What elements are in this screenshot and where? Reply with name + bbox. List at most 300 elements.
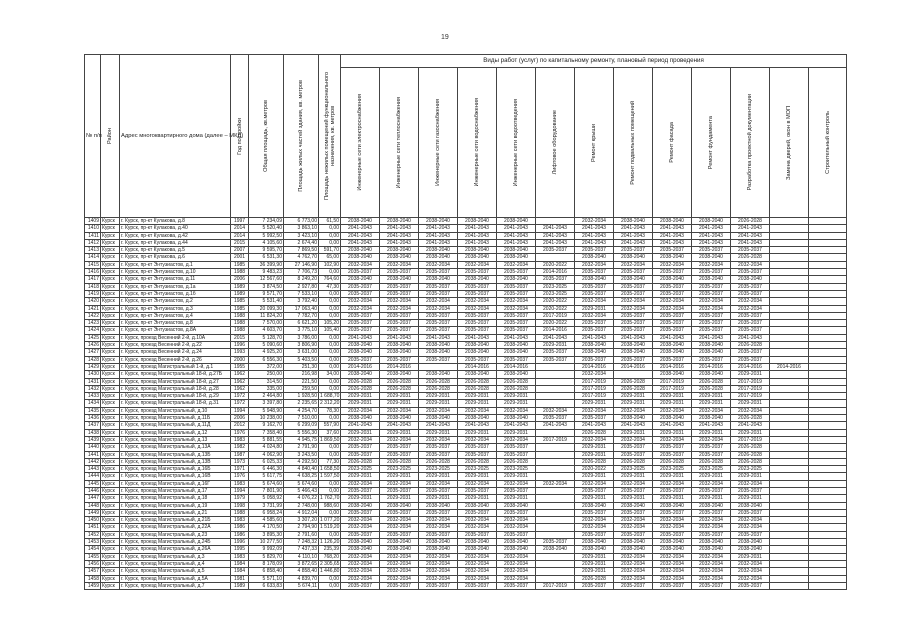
cell-living-area: 4 638,25 [284, 473, 319, 480]
cell-work-period [770, 393, 809, 400]
cell-work-period: 2032-2034 [653, 305, 692, 312]
cell-year: 1996 [231, 539, 249, 546]
cell-district: Курск [101, 400, 120, 407]
cell-work-period: 2038-2040 [341, 276, 380, 283]
cell-work-period: 2032-2034 [575, 480, 614, 487]
cell-year: 1988 [231, 320, 249, 327]
cell-living-area: 3 423,10 [284, 232, 319, 239]
cell-work-period: 2026-2028 [731, 444, 770, 451]
cell-living-area: 4 912,04 [284, 509, 319, 516]
cell-work-period: 2035-2037 [536, 247, 575, 254]
cell-work-period: 2035-2037 [575, 283, 614, 290]
cell-work-period: 2017-2019 [731, 436, 770, 443]
cell-work-period: 2041-2043 [653, 334, 692, 341]
cell-work-period [809, 582, 847, 589]
cell-work-period [770, 312, 809, 319]
cell-year: 1998 [231, 502, 249, 509]
cell-year: 1988 [231, 509, 249, 516]
cell-work-period: 2038-2040 [458, 502, 497, 509]
cell-living-area: 7 510,00 [284, 415, 319, 422]
cell-work-period [536, 371, 575, 378]
cell-address: г. Курск, проезд Магистральный, д.13 [120, 436, 231, 443]
cell-work-period: 2029-2031 [458, 393, 497, 400]
cell-work-period: 2041-2043 [575, 225, 614, 232]
cell-work-period: 2032-2034 [341, 517, 380, 524]
cell-work-period: 2029-2031 [731, 429, 770, 436]
header-work-5: Лифтовое оборудование [536, 68, 575, 218]
cell-work-period: 2032-2034 [497, 407, 536, 414]
cell-work-period [809, 495, 847, 502]
cell-work-period: 2026-2028 [614, 458, 653, 465]
cell-work-period [536, 473, 575, 480]
cell-total-area: 4 603,70 [249, 327, 284, 334]
cell-work-period: 2014-2016 [614, 363, 653, 370]
cell-total-area: 7 570,00 [249, 320, 284, 327]
cell-total-area: 8 178,09 [249, 560, 284, 567]
cell-work-period: 2041-2043 [341, 225, 380, 232]
cell-work-period: 2032-2034 [380, 517, 419, 524]
cell-num: 1435 [85, 407, 101, 414]
cell-work-period: 2032-2034 [419, 480, 458, 487]
cell-work-period: 2032-2034 [380, 568, 419, 575]
cell-work-period: 2032-2034 [419, 553, 458, 560]
cell-work-period: 2035-2037 [419, 487, 458, 494]
cell-district: Курск [101, 502, 120, 509]
cell-living-area: 3 631,00 [284, 349, 319, 356]
cell-work-period: 2026-2028 [731, 415, 770, 422]
cell-work-period: 2035-2037 [731, 509, 770, 516]
cell-work-period [809, 327, 847, 334]
table-row [85, 393, 847, 400]
cell-district: Курск [101, 480, 120, 487]
cell-num: 1459 [85, 582, 101, 589]
cell-work-period: 2032-2034 [497, 560, 536, 567]
cell-work-period [809, 560, 847, 567]
cell-work-period: 2038-2040 [692, 415, 731, 422]
cell-work-period [809, 451, 847, 458]
cell-work-period: 2032-2034 [575, 436, 614, 443]
cell-total-area: 6 858,40 [249, 568, 284, 575]
table-body [85, 218, 847, 590]
cell-work-period: 2035-2037 [731, 327, 770, 334]
cell-work-period [809, 225, 847, 232]
cell-work-period [770, 575, 809, 582]
cell-work-period [809, 473, 847, 480]
cell-work-period: 2041-2043 [419, 232, 458, 239]
table-row [85, 568, 847, 575]
cell-district: Курск [101, 276, 120, 283]
cell-work-period: 2038-2040 [380, 276, 419, 283]
cell-work-period: 2032-2034 [614, 560, 653, 567]
cell-work-period: 2041-2043 [692, 232, 731, 239]
table-row [85, 524, 847, 531]
cell-total-area: 6 025,33 [249, 458, 284, 465]
cell-work-period: 2038-2040 [380, 371, 419, 378]
cell-work-period: 2038-2040 [341, 218, 380, 225]
cell-work-period: 2038-2040 [614, 218, 653, 225]
cell-num: 1413 [85, 247, 101, 254]
cell-work-period: 2026-2028 [419, 378, 458, 385]
cell-work-period: 2017-2019 [731, 378, 770, 385]
cell-work-period: 2038-2040 [458, 415, 497, 422]
cell-work-period: 2029-2031 [497, 429, 536, 436]
cell-work-period: 2035-2037 [692, 327, 731, 334]
cell-work-period [770, 444, 809, 451]
header-work-7: Ремонт подвальных помещений [614, 68, 653, 218]
cell-address: г. Курск, пр-кт Кулакова, д.44 [120, 239, 231, 246]
cell-work-period [770, 356, 809, 363]
cell-living-area: 5 403,50 [284, 356, 319, 363]
cell-district: Курск [101, 429, 120, 436]
cell-work-period: 2032-2034 [497, 480, 536, 487]
cell-work-period: 2038-2040 [692, 546, 731, 553]
cell-work-period: 2029-2031 [614, 393, 653, 400]
cell-work-period [536, 575, 575, 582]
cell-work-period: 2035-2037 [731, 269, 770, 276]
cell-district: Курск [101, 305, 120, 312]
cell-work-period [770, 239, 809, 246]
cell-work-period [770, 232, 809, 239]
cell-work-period: 2026-2028 [692, 458, 731, 465]
cell-work-period: 2032-2034 [575, 407, 614, 414]
cell-work-period: 2026-2028 [458, 385, 497, 392]
cell-work-period [770, 502, 809, 509]
cell-work-period: 2035-2037 [380, 290, 419, 297]
cell-year: 1988 [231, 312, 249, 319]
cell-work-period: 2035-2037 [692, 509, 731, 516]
cell-total-area: 20 099,30 [249, 305, 284, 312]
cell-work-period: 2029-2031 [692, 400, 731, 407]
cell-work-period: 2035-2037 [653, 327, 692, 334]
cell-living-area: 7 869,50 [284, 247, 319, 254]
cell-work-period: 2038-2040 [419, 539, 458, 546]
cell-work-period [614, 371, 653, 378]
cell-work-period: 2032-2034 [692, 553, 731, 560]
cell-num: 1418 [85, 283, 101, 290]
cell-living-area: 3 872,65 [284, 560, 319, 567]
cell-work-period: 2032-2034 [536, 407, 575, 414]
cell-work-period: 2038-2040 [458, 539, 497, 546]
table-row [85, 218, 847, 225]
cell-work-period: 2041-2043 [614, 232, 653, 239]
cell-work-period: 2029-2031 [380, 429, 419, 436]
cell-work-period: 2035-2037 [731, 487, 770, 494]
cell-work-period [809, 385, 847, 392]
cell-work-period: 2035-2037 [614, 509, 653, 516]
cell-work-period: 2038-2040 [575, 342, 614, 349]
cell-work-period: 2032-2034 [575, 524, 614, 531]
cell-work-period [536, 400, 575, 407]
cell-num: 1455 [85, 553, 101, 560]
cell-work-period: 2035-2037 [497, 290, 536, 297]
header-living-area: Площадь жилых частей здания, кв. метров [284, 55, 319, 218]
cell-address: г. Курск, пр-кт Энтузиастов, д.2 [120, 298, 231, 305]
cell-work-period: 2035-2037 [536, 276, 575, 283]
cell-work-period: 2035-2037 [653, 290, 692, 297]
cell-work-period: 2038-2040 [419, 276, 458, 283]
cell-work-period: 2035-2037 [692, 283, 731, 290]
cell-living-area: 4 762,70 [284, 254, 319, 261]
cell-work-period: 2032-2034 [497, 298, 536, 305]
cell-other-area: 0,00 [319, 378, 341, 385]
cell-work-period: 2035-2037 [653, 444, 692, 451]
cell-district: Курск [101, 546, 120, 553]
cell-address: г. Курск, проезд Весенний 2-й, д.22 [120, 342, 231, 349]
cell-living-area: 5 674,11 [284, 582, 319, 589]
cell-work-period: 2026-2028 [458, 458, 497, 465]
cell-work-period: 2032-2034 [419, 407, 458, 414]
cell-num: 1448 [85, 502, 101, 509]
cell-work-period: 2035-2037 [731, 247, 770, 254]
cell-work-period: 2035-2037 [419, 509, 458, 516]
header-work-1: Инженерные сети теплоснабжения [380, 68, 419, 218]
cell-num: 1410 [85, 225, 101, 232]
cell-work-period: 2041-2043 [653, 225, 692, 232]
cell-work-period: 2041-2043 [536, 232, 575, 239]
cell-work-period: 2035-2037 [653, 509, 692, 516]
cell-work-period: 2038-2040 [692, 342, 731, 349]
cell-district: Курск [101, 385, 120, 392]
cell-work-period: 2035-2037 [341, 283, 380, 290]
cell-work-period: 2029-2031 [731, 400, 770, 407]
cell-work-period: 2032-2034 [419, 560, 458, 567]
cell-work-period [536, 568, 575, 575]
header-address: Адрес многоквартирного дома (далее – МКД) [120, 55, 231, 218]
cell-total-area: 5 617,75 [249, 473, 284, 480]
cell-work-period [536, 393, 575, 400]
cell-other-area: 0,00 [319, 531, 341, 538]
cell-work-period: 2041-2043 [692, 334, 731, 341]
cell-address: г. Курск, пр-кт Энтузиастов, д.8А [120, 327, 231, 334]
cell-work-period: 2035-2037 [614, 451, 653, 458]
cell-other-area: 988,60 [319, 502, 341, 509]
cell-work-period: 2035-2037 [380, 312, 419, 319]
cell-work-period [809, 320, 847, 327]
cell-work-period: 2032-2034 [653, 517, 692, 524]
cell-work-period: 2032-2034 [497, 261, 536, 268]
cell-address: г. Курск, пр-кт Энтузиастов, д.1а [120, 283, 231, 290]
cell-work-period: 2038-2040 [653, 546, 692, 553]
cell-work-period: 2029-2031 [692, 429, 731, 436]
cell-work-period: 2038-2040 [497, 218, 536, 225]
cell-work-period: 2032-2034 [692, 524, 731, 531]
cell-work-period: 2038-2040 [380, 349, 419, 356]
cell-num: 1457 [85, 568, 101, 575]
cell-work-period: 2032-2034 [380, 524, 419, 531]
cell-work-period: 2038-2040 [731, 502, 770, 509]
cell-address: г. Курск, проезд Магистральный, д.12 [120, 429, 231, 436]
cell-work-period: 2029-2031 [341, 429, 380, 436]
cell-total-area: 3 895,30 [249, 531, 284, 538]
table-row [85, 560, 847, 567]
cell-work-period: 2035-2037 [458, 327, 497, 334]
cell-work-period: 2035-2037 [692, 312, 731, 319]
cell-num: 1441 [85, 451, 101, 458]
cell-work-period: 2035-2037 [497, 320, 536, 327]
cell-num: 1414 [85, 254, 101, 261]
cell-work-period: 2038-2040 [653, 415, 692, 422]
cell-work-period: 2035-2037 [458, 283, 497, 290]
cell-district: Курск [101, 436, 120, 443]
cell-num: 1450 [85, 517, 101, 524]
cell-work-period [809, 575, 847, 582]
cell-work-period: 2032-2034 [731, 517, 770, 524]
cell-work-period [770, 524, 809, 531]
cell-year: 2014 [231, 225, 249, 232]
cell-work-period: 2038-2040 [419, 218, 458, 225]
cell-other-area: 1 658,50 [320, 466, 340, 473]
cell-work-period [770, 553, 809, 560]
cell-work-period: 2041-2043 [692, 422, 731, 429]
cell-work-period [809, 553, 847, 560]
table-row [85, 487, 847, 494]
cell-work-period: 2014-2016 [731, 363, 770, 370]
cell-work-period: 2029-2031 [575, 568, 614, 575]
cell-num: 1442 [85, 458, 101, 465]
cell-year: 1994 [231, 407, 249, 414]
cell-num: 1436 [85, 415, 101, 422]
cell-work-period: 2038-2040 [692, 349, 731, 356]
cell-work-period [809, 407, 847, 414]
cell-work-period: 2032-2034 [575, 218, 614, 225]
cell-work-period: 2035-2037 [497, 327, 536, 334]
cell-work-period [536, 458, 575, 465]
cell-work-period: 2038-2040 [614, 276, 653, 283]
cell-work-period: 2032-2034 [341, 480, 380, 487]
cell-work-period [770, 334, 809, 341]
cell-work-period: 2035-2037 [458, 290, 497, 297]
cell-work-period [809, 422, 847, 429]
cell-work-period: 2014-2016 [380, 363, 419, 370]
cell-district: Курск [101, 327, 120, 334]
cell-total-area: 3 397,80 [249, 400, 284, 407]
cell-living-area: 3 792,40 [284, 298, 319, 305]
cell-work-period: 2029-2031 [731, 495, 770, 502]
cell-work-period: 2038-2040 [614, 415, 653, 422]
header-work-12: Строительный контроль [809, 68, 847, 218]
cell-work-period: 2038-2040 [458, 349, 497, 356]
cell-work-period: 2038-2040 [458, 247, 497, 254]
cell-other-area: 1 446,80 [320, 568, 340, 575]
cell-work-period: 2035-2037 [458, 582, 497, 589]
cell-work-period: 2020-2022 [536, 261, 575, 268]
cell-living-area: 4 254,70 [284, 407, 319, 414]
cell-work-period: 2038-2040 [575, 539, 614, 546]
cell-work-period [770, 218, 809, 225]
cell-work-period [770, 378, 809, 385]
cell-work-period: 2035-2037 [731, 290, 770, 297]
cell-work-period: 2026-2028 [731, 451, 770, 458]
cell-work-period: 2035-2037 [614, 531, 653, 538]
cell-work-period: 2035-2037 [497, 509, 536, 516]
cell-address: г. Курск, проезд Весенний 2-й, д.10А [120, 334, 231, 341]
cell-work-period: 2032-2034 [692, 261, 731, 268]
cell-work-period: 2014-2016 [497, 363, 536, 370]
cell-work-period: 2041-2043 [380, 225, 419, 232]
cell-work-period: 2032-2034 [653, 560, 692, 567]
cell-work-period: 2032-2034 [458, 436, 497, 443]
cell-work-period: 2038-2040 [536, 546, 575, 553]
cell-work-period [770, 509, 809, 516]
cell-district: Курск [101, 393, 120, 400]
cell-work-period [770, 582, 809, 589]
cell-work-period [809, 546, 847, 553]
cell-work-period: 2038-2040 [419, 502, 458, 509]
cell-work-period [536, 385, 575, 392]
cell-work-period: 2032-2034 [341, 560, 380, 567]
cell-work-period: 2035-2037 [341, 269, 380, 276]
cell-work-period: 2023-2025 [380, 466, 419, 473]
cell-work-period: 2038-2040 [692, 276, 731, 283]
cell-num: 1458 [85, 575, 101, 582]
cell-work-period: 2035-2037 [692, 444, 731, 451]
cell-other-area: 47,30 [319, 283, 341, 290]
cell-total-area: 6 958,24 [249, 509, 284, 516]
cell-num: 1420 [85, 298, 101, 305]
cell-work-period: 2041-2043 [731, 334, 770, 341]
cell-work-period [809, 298, 847, 305]
cell-work-period: 2017-2019 [731, 393, 770, 400]
cell-year: 1989 [231, 582, 249, 589]
cell-work-period [536, 429, 575, 436]
cell-work-period: 2035-2037 [497, 487, 536, 494]
cell-other-area: 235,39 [319, 546, 341, 553]
cell-district: Курск [101, 261, 120, 268]
cell-work-period: 2032-2034 [380, 407, 419, 414]
cell-work-period: 2032-2034 [653, 261, 692, 268]
cell-work-period: 2038-2040 [614, 539, 653, 546]
cell-work-period: 2032-2034 [653, 575, 692, 582]
cell-year: 1986 [231, 531, 249, 538]
cell-address: г. Курск, пр-кт Энтузиастов, д.8 [120, 320, 231, 327]
cell-work-period: 2041-2043 [497, 239, 536, 246]
cell-work-period: 2035-2037 [419, 312, 458, 319]
cell-work-period: 2032-2034 [692, 305, 731, 312]
cell-work-period: 2038-2040 [380, 254, 419, 261]
cell-work-period [809, 466, 847, 473]
cell-num: 1412 [85, 239, 101, 246]
cell-other-area: 1 762,70 [320, 495, 340, 502]
cell-work-period: 2029-2031 [419, 495, 458, 502]
cell-total-area: 7 358,40 [249, 429, 284, 436]
cell-address: г. Курск, проезд Магистральный, д.16В [120, 473, 231, 480]
cell-work-period: 2038-2040 [419, 415, 458, 422]
cell-address: г. Курск, проезд Магистральный, д.3 [120, 553, 231, 560]
table-row [85, 480, 847, 487]
cell-work-period: 2038-2040 [692, 502, 731, 509]
cell-work-period [770, 429, 809, 436]
cell-work-period: 2038-2040 [614, 546, 653, 553]
cell-district: Курск [101, 531, 120, 538]
cell-living-area: 259,50 [284, 385, 319, 392]
cell-address: г. Курск, проезд Магистральный, д.17 [120, 487, 231, 494]
cell-work-period [809, 400, 847, 407]
table-row [85, 466, 847, 473]
cell-work-period: 2029-2031 [458, 495, 497, 502]
cell-year: 2015 [231, 239, 249, 246]
cell-work-period: 2038-2040 [341, 342, 380, 349]
cell-address: г. Курск, проезд Магистральный, д.4 [120, 560, 231, 567]
cell-work-period: 2029-2031 [575, 400, 614, 407]
cell-total-area: 5 058,92 [249, 495, 284, 502]
cell-district: Курск [101, 356, 120, 363]
cell-work-period: 2032-2034 [653, 407, 692, 414]
cell-address: г. Курск, проезд Магистральный, д.16Г [120, 480, 231, 487]
cell-district: Курск [101, 225, 120, 232]
cell-work-period: 2026-2028 [380, 378, 419, 385]
cell-work-period: 2035-2037 [575, 290, 614, 297]
cell-living-area: 3 786,00 [284, 334, 319, 341]
